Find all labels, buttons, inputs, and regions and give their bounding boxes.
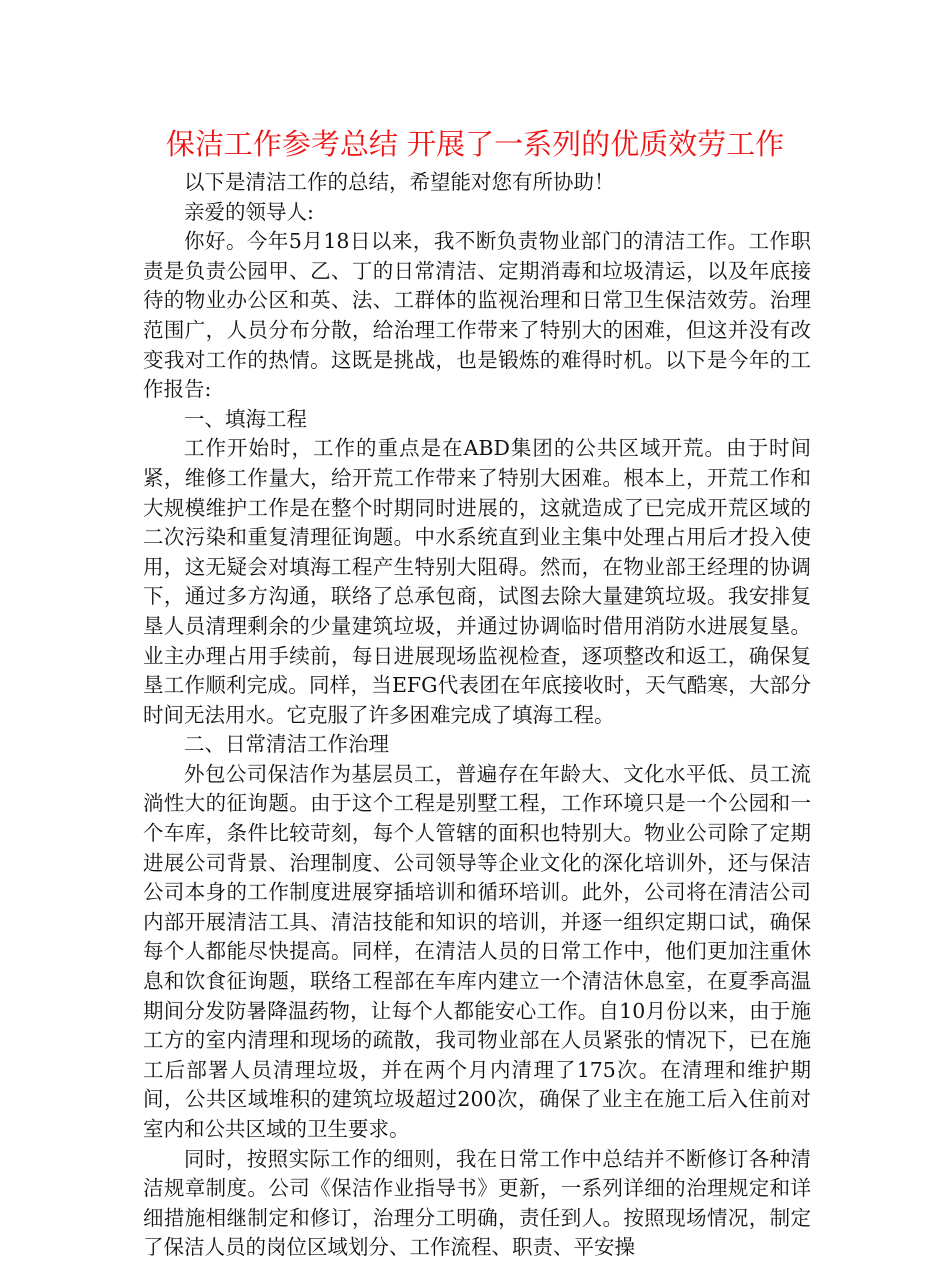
section-2-paragraph-continued: 同时，按照实际工作的细则，我在日常工作中总结并不断修订各种清洁规章制度。公司《保洁作业指导书》更新，一系列详细的治理规定和详细措施相继制定和修订，治理分工明确，责任到人。按照现场情况，制定了保洁人员的岗位区域划分、工作流程、职责、平安操 bbox=[143, 1146, 811, 1260]
intro-paragraph: 以下是清洁工作的总结，希望能对您有所协助！ bbox=[184, 170, 615, 194]
section-1-paragraph: 工作开始时，工作的重点是在ABD集团的公共区域开荒。由于时间紧，维修工作量大，给开荒工作带来了特别大困难。根本上，开荒工作和大规模维护工作是在整个时期同时进展的，这就造成了已完成开荒区域的二次污染和重复清理征询题。中水系统直到业主集中处理占用后才投入使用，这无疑会对填海工程产生特别大阻碍。然而，在物业部王经理的协调下，通过多方沟通，联络了总承包商，试图去除大量建筑垃圾。我安排复垦人员清理剩余的少量建筑垃圾，并通过协调临时借用消防水进展复垦。业主办理占用手续前，每日进展现场监视检查，逐项整改和返工，确保复垦工作顺利完成。同样，当EFG代表团在年底接收时，天气酷寒，大部分时间无法用水。它克服了许多困难完成了填海工程。 bbox=[143, 436, 811, 727]
document-title: 保洁工作参考总结 开展了一系列的优质效劳工作 bbox=[165, 127, 785, 161]
section-2-paragraph: 外包公司保洁作为基层员工，普遍存在年龄大、文化水平低、员工流淌性大的征询题。由于这个工程是别墅工程，工作环境只是一个公园和一个车库，条件比较苛刻，每个人管辖的面积也特别大。物业公司除了定期进展公司背景、治理制度、公司领导等企业文化的深化培训外，还与保洁公司本身的工作制度进展穿插培训和循环培训。此外，公司将在清洁公司内部开展清洁工具、清洁技能和知识的培训，并逐一组织定期口试，确保每个人都能尽快提高。同样，在清洁人员的日常工作中，他们更加注重休息和饮食征询题，联络工程部在车库内建立一个清洁休息室，在夏季高温期间分发防暑降温药物，让每个人都能安心工作。自10月份以来，由于施工方的室内清理和现场的疏散，我司物业部在人员紧张的情况下，已在施工后部署人员清理垃圾，并在两个月内清理了175次。在清理和维护期间，公共区域堆积的建筑垃圾超过200次，确保了业主在施工后入住前对室内和公共区域的卫生要求。 bbox=[143, 761, 811, 1141]
section-heading-1: 一、填海工程 bbox=[184, 406, 307, 431]
document-body bbox=[143, 168, 811, 1263]
section-heading-2: 二、日常清洁工作治理 bbox=[184, 732, 389, 757]
salutation: 亲爱的领导人: bbox=[184, 199, 314, 224]
opening-paragraph: 你好。今年5月18日以来，我不断负责物业部门的清洁工作。工作职责是负责公园甲、乙、丁的日常清洁、定期消毒和垃圾清运，以及年底接待的物业办公区和英、法、工群体的监视治理和日常卫生保洁效劳。治理范围广，人员分布分散，给治理工作带来了特别大的困难，但这并没有改变我对工作的热情。这既是挑战，也是锻炼的难得时机。以下是今年的工作报告: bbox=[143, 229, 811, 402]
